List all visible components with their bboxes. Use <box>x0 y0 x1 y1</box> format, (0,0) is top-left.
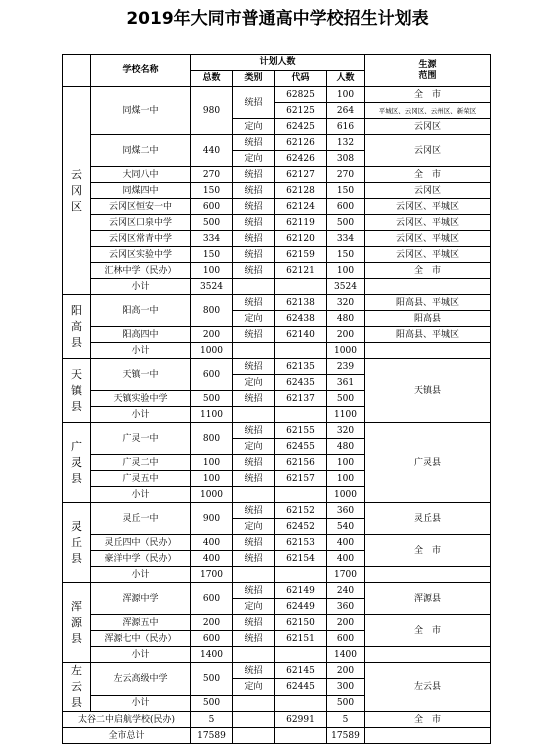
school-name: 大同八中 <box>91 167 191 183</box>
table-row <box>63 327 491 343</box>
county-label <box>63 663 91 712</box>
header-count: 人数 <box>327 71 365 87</box>
school-total: 600 <box>191 583 233 615</box>
school-total: 500 <box>191 663 233 696</box>
code: 62426 <box>275 151 327 167</box>
category: 统招 <box>233 615 275 631</box>
category: 定向 <box>233 679 275 695</box>
header-category: 类别 <box>233 71 275 87</box>
code: 62151 <box>275 631 327 647</box>
county-char: 丘 <box>71 535 82 549</box>
subtotal-total: 1400 <box>191 647 233 663</box>
county-char: 县 <box>71 696 82 709</box>
count: 150 <box>327 247 365 263</box>
category: 统招 <box>233 215 275 231</box>
code: 62425 <box>275 119 327 135</box>
code: 62155 <box>275 423 327 439</box>
count: 500 <box>327 391 365 407</box>
category: 定向 <box>233 439 275 455</box>
blank-cell <box>275 487 327 503</box>
school-name: 浑源中学 <box>91 583 191 615</box>
category: 统招 <box>233 135 275 151</box>
code: 62124 <box>275 199 327 215</box>
code: 62159 <box>275 247 327 263</box>
county-char: 广 <box>71 439 82 453</box>
taigu-code: 62991 <box>275 712 327 728</box>
subtotal-label: 小计 <box>91 279 191 295</box>
taigu-count: 5 <box>327 712 365 728</box>
county-char: 县 <box>71 335 82 349</box>
code: 62445 <box>275 679 327 695</box>
school-name: 天镇一中 <box>91 359 191 391</box>
category: 定向 <box>233 519 275 535</box>
school-name: 云冈区口泉中学 <box>91 215 191 231</box>
code: 62825 <box>275 87 327 103</box>
blank-cell <box>365 647 491 663</box>
blank-cell <box>275 279 327 295</box>
school-name: 灵丘四中（民办） <box>91 535 191 551</box>
category: 统招 <box>233 391 275 407</box>
school-name: 天镇实验中学 <box>91 391 191 407</box>
school-name: 阳高四中 <box>91 327 191 343</box>
count: 308 <box>327 151 365 167</box>
corner-cell <box>63 55 91 87</box>
subtotal-label: 小计 <box>91 647 191 663</box>
count: 200 <box>327 327 365 343</box>
city-total-label: 全市总计 <box>63 728 191 744</box>
blank-cell <box>233 567 275 583</box>
source-range: 全 市 <box>365 615 491 647</box>
school-name: 云冈区常青中学 <box>91 231 191 247</box>
category: 定向 <box>233 119 275 135</box>
category: 统招 <box>233 503 275 519</box>
source-range: 云冈区 <box>365 183 491 199</box>
category: 统招 <box>233 359 275 375</box>
source-range: 全 市 <box>365 167 491 183</box>
source-range: 浑源县 <box>365 583 491 615</box>
school-total: 334 <box>191 231 233 247</box>
blank-cell <box>275 343 327 359</box>
category: 统招 <box>233 631 275 647</box>
school-name: 灵丘一中 <box>91 503 191 535</box>
header-code: 代码 <box>275 71 327 87</box>
table-row <box>63 87 491 103</box>
source-range: 云冈区、平城区 <box>365 231 491 247</box>
table-row <box>63 423 491 439</box>
subtotal-count: 1000 <box>327 343 365 359</box>
category: 统招 <box>233 455 275 471</box>
subtotal-label: 小计 <box>91 567 191 583</box>
category: 统招 <box>233 583 275 599</box>
code: 62120 <box>275 231 327 247</box>
county-char: 左 <box>71 664 82 677</box>
category: 统招 <box>233 551 275 567</box>
category: 统招 <box>233 295 275 311</box>
table-row <box>63 728 491 744</box>
county-label <box>63 423 91 503</box>
source-range: 云冈区、平城区 <box>365 215 491 231</box>
school-total: 400 <box>191 551 233 567</box>
header-source-range <box>365 55 491 87</box>
blank-cell <box>233 712 275 728</box>
school-total: 270 <box>191 167 233 183</box>
header-total: 总数 <box>191 71 233 87</box>
county-label <box>63 503 91 583</box>
source-range: 平城区、云冈区、云州区、新荣区 <box>365 103 491 119</box>
city-total-count: 17589 <box>327 728 365 744</box>
school-total: 500 <box>191 391 233 407</box>
code: 62435 <box>275 375 327 391</box>
table-row <box>63 583 491 599</box>
table-row <box>63 215 491 231</box>
county-char: 区 <box>71 199 82 213</box>
count: 500 <box>327 215 365 231</box>
source-range: 全 市 <box>365 87 491 103</box>
enrollment-plan-table <box>62 54 491 744</box>
school-name: 广灵五中 <box>91 471 191 487</box>
code: 62140 <box>275 327 327 343</box>
blank-cell <box>275 647 327 663</box>
subtotal-label: 小计 <box>91 407 191 423</box>
category: 定向 <box>233 375 275 391</box>
school-total: 100 <box>191 263 233 279</box>
table-row <box>63 359 491 375</box>
blank-cell <box>233 695 275 711</box>
county-char: 源 <box>71 615 82 629</box>
code: 62138 <box>275 295 327 311</box>
header-source-line: 生源 <box>418 59 437 70</box>
county-char: 镇 <box>71 383 82 397</box>
table-row <box>63 167 491 183</box>
table-row <box>63 295 491 311</box>
table-row <box>63 263 491 279</box>
school-name: 汇林中学（民办） <box>91 263 191 279</box>
category: 统招 <box>233 183 275 199</box>
taigu-total: 5 <box>191 712 233 728</box>
code: 62145 <box>275 663 327 679</box>
source-range: 天镇县 <box>365 359 491 423</box>
school-name: 阳高一中 <box>91 295 191 327</box>
source-range: 云冈区、平城区 <box>365 247 491 263</box>
count: 100 <box>327 87 365 103</box>
school-name: 同煤二中 <box>91 135 191 167</box>
count: 400 <box>327 535 365 551</box>
table-row <box>63 647 491 663</box>
blank-cell <box>275 407 327 423</box>
subtotal-count: 3524 <box>327 279 365 295</box>
code: 62125 <box>275 103 327 119</box>
code: 62455 <box>275 439 327 455</box>
count: 361 <box>327 375 365 391</box>
count: 334 <box>327 231 365 247</box>
source-range: 左云县 <box>365 663 491 712</box>
taigu-school-name: 太谷二中启航学校(民办) <box>63 712 191 728</box>
count: 400 <box>327 551 365 567</box>
category: 定向 <box>233 599 275 615</box>
school-total: 100 <box>191 471 233 487</box>
school-name: 浑源七中（民办） <box>91 631 191 647</box>
school-name: 云冈区恒安一中 <box>91 199 191 215</box>
county-char: 县 <box>71 551 82 565</box>
code: 62438 <box>275 311 327 327</box>
source-range: 灵丘县 <box>365 503 491 535</box>
count: 200 <box>327 663 365 679</box>
count: 320 <box>327 423 365 439</box>
subtotal-count: 500 <box>327 695 365 711</box>
blank-cell <box>233 487 275 503</box>
subtotal-total: 1000 <box>191 487 233 503</box>
school-name: 云冈区实验中学 <box>91 247 191 263</box>
blank-cell <box>233 407 275 423</box>
category: 统招 <box>233 535 275 551</box>
count: 600 <box>327 631 365 647</box>
code: 62121 <box>275 263 327 279</box>
taigu-source: 全 市 <box>365 712 491 728</box>
county-char: 云 <box>71 167 82 181</box>
subtotal-total: 1000 <box>191 343 233 359</box>
blank-cell <box>275 728 327 744</box>
blank-cell <box>275 695 327 711</box>
subtotal-count: 1000 <box>327 487 365 503</box>
count: 264 <box>327 103 365 119</box>
category: 定向 <box>233 311 275 327</box>
code: 62153 <box>275 535 327 551</box>
code: 62149 <box>275 583 327 599</box>
code: 62127 <box>275 167 327 183</box>
code: 62452 <box>275 519 327 535</box>
source-range: 云冈区、平城区 <box>365 199 491 215</box>
code: 62156 <box>275 455 327 471</box>
code: 62150 <box>275 615 327 631</box>
subtotal-label: 小计 <box>91 343 191 359</box>
school-total: 100 <box>191 455 233 471</box>
county-char: 县 <box>71 631 82 645</box>
blank-cell <box>365 567 491 583</box>
school-name: 浑源五中 <box>91 615 191 631</box>
subtotal-count: 1400 <box>327 647 365 663</box>
source-range: 阳高县 <box>365 311 491 327</box>
school-total: 440 <box>191 135 233 167</box>
count: 100 <box>327 263 365 279</box>
table-row <box>63 135 491 151</box>
table-row <box>63 55 491 71</box>
blank-cell <box>233 279 275 295</box>
source-range: 云冈区 <box>365 135 491 167</box>
table-row <box>63 231 491 247</box>
table-row <box>63 503 491 519</box>
count: 540 <box>327 519 365 535</box>
county-char: 灵 <box>71 455 82 469</box>
code: 62128 <box>275 183 327 199</box>
subtotal-count: 1100 <box>327 407 365 423</box>
blank-cell <box>233 728 275 744</box>
table-row <box>63 279 491 295</box>
count: 360 <box>327 599 365 615</box>
category: 统招 <box>233 423 275 439</box>
subtotal-total: 1100 <box>191 407 233 423</box>
school-name: 豪洋中学（民办） <box>91 551 191 567</box>
count: 320 <box>327 295 365 311</box>
school-total: 600 <box>191 359 233 391</box>
county-char: 县 <box>71 471 82 485</box>
count: 132 <box>327 135 365 151</box>
category: 统招 <box>233 167 275 183</box>
school-total: 800 <box>191 295 233 327</box>
blank-cell <box>365 728 491 744</box>
county-char: 灵 <box>71 519 82 533</box>
subtotal-total: 500 <box>191 695 233 711</box>
city-total: 17589 <box>191 728 233 744</box>
county-char: 冈 <box>71 183 82 197</box>
table-row <box>63 712 491 728</box>
code: 62152 <box>275 503 327 519</box>
school-total: 600 <box>191 199 233 215</box>
county-label <box>63 295 91 359</box>
category: 统招 <box>233 231 275 247</box>
school-total: 150 <box>191 183 233 199</box>
count: 480 <box>327 311 365 327</box>
table-row <box>63 343 491 359</box>
school-total: 600 <box>191 631 233 647</box>
table-row <box>63 615 491 631</box>
school-total: 400 <box>191 535 233 551</box>
code: 62135 <box>275 359 327 375</box>
code: 62137 <box>275 391 327 407</box>
code: 62126 <box>275 135 327 151</box>
school-total: 150 <box>191 247 233 263</box>
subtotal-label: 小计 <box>91 487 191 503</box>
count: 600 <box>327 199 365 215</box>
school-name: 广灵一中 <box>91 423 191 455</box>
county-char: 县 <box>71 399 82 413</box>
header-plan-count: 计划人数 <box>191 55 365 71</box>
subtotal-total: 3524 <box>191 279 233 295</box>
blank-cell <box>365 279 491 295</box>
source-range: 阳高县、平城区 <box>365 327 491 343</box>
category: 统招 <box>233 199 275 215</box>
table-row <box>63 535 491 551</box>
count: 100 <box>327 471 365 487</box>
county-label <box>63 359 91 423</box>
page-title: 2019年大同市普通高中学校招生计划表 <box>126 9 429 29</box>
table-row <box>63 247 491 263</box>
school-total: 200 <box>191 615 233 631</box>
count: 239 <box>327 359 365 375</box>
table-row <box>63 663 491 679</box>
table-row <box>63 183 491 199</box>
school-total: 900 <box>191 503 233 535</box>
code: 62449 <box>275 599 327 615</box>
subtotal-count: 1700 <box>327 567 365 583</box>
blank-cell <box>233 343 275 359</box>
county-label <box>63 583 91 663</box>
county-label <box>63 87 91 295</box>
count: 240 <box>327 583 365 599</box>
header-school-name: 学校名称 <box>91 55 191 87</box>
header-range-line: 范围 <box>418 70 437 81</box>
category: 定向 <box>233 151 275 167</box>
school-name: 同煤四中 <box>91 183 191 199</box>
code: 62157 <box>275 471 327 487</box>
school-total: 980 <box>191 87 233 135</box>
blank-cell <box>275 567 327 583</box>
count: 480 <box>327 439 365 455</box>
count: 100 <box>327 455 365 471</box>
category: 统招 <box>233 87 275 119</box>
count: 360 <box>327 503 365 519</box>
blank-cell <box>365 343 491 359</box>
table-row <box>63 199 491 215</box>
county-char: 高 <box>71 319 82 333</box>
count: 150 <box>327 183 365 199</box>
source-range: 云冈区 <box>365 119 491 135</box>
school-name: 左云高级中学 <box>91 663 191 696</box>
school-name: 同煤一中 <box>91 87 191 135</box>
school-total: 500 <box>191 215 233 231</box>
county-char: 云 <box>71 680 82 693</box>
county-char: 天 <box>71 367 82 381</box>
count: 616 <box>327 119 365 135</box>
category: 统招 <box>233 663 275 679</box>
category: 统招 <box>233 327 275 343</box>
category: 统招 <box>233 247 275 263</box>
source-range: 全 市 <box>365 263 491 279</box>
school-total: 200 <box>191 327 233 343</box>
code: 62154 <box>275 551 327 567</box>
category: 统招 <box>233 263 275 279</box>
count: 200 <box>327 615 365 631</box>
county-char: 阳 <box>71 303 82 317</box>
count: 270 <box>327 167 365 183</box>
school-total: 800 <box>191 423 233 455</box>
blank-cell <box>233 647 275 663</box>
count: 300 <box>327 679 365 695</box>
source-range: 全 市 <box>365 535 491 567</box>
source-range: 阳高县、平城区 <box>365 295 491 311</box>
subtotal-total: 1700 <box>191 567 233 583</box>
code: 62119 <box>275 215 327 231</box>
category: 统招 <box>233 471 275 487</box>
table-row <box>63 567 491 583</box>
source-range: 广灵县 <box>365 423 491 503</box>
school-name: 广灵二中 <box>91 455 191 471</box>
county-char: 浑 <box>71 599 82 613</box>
subtotal-label: 小计 <box>91 695 191 711</box>
